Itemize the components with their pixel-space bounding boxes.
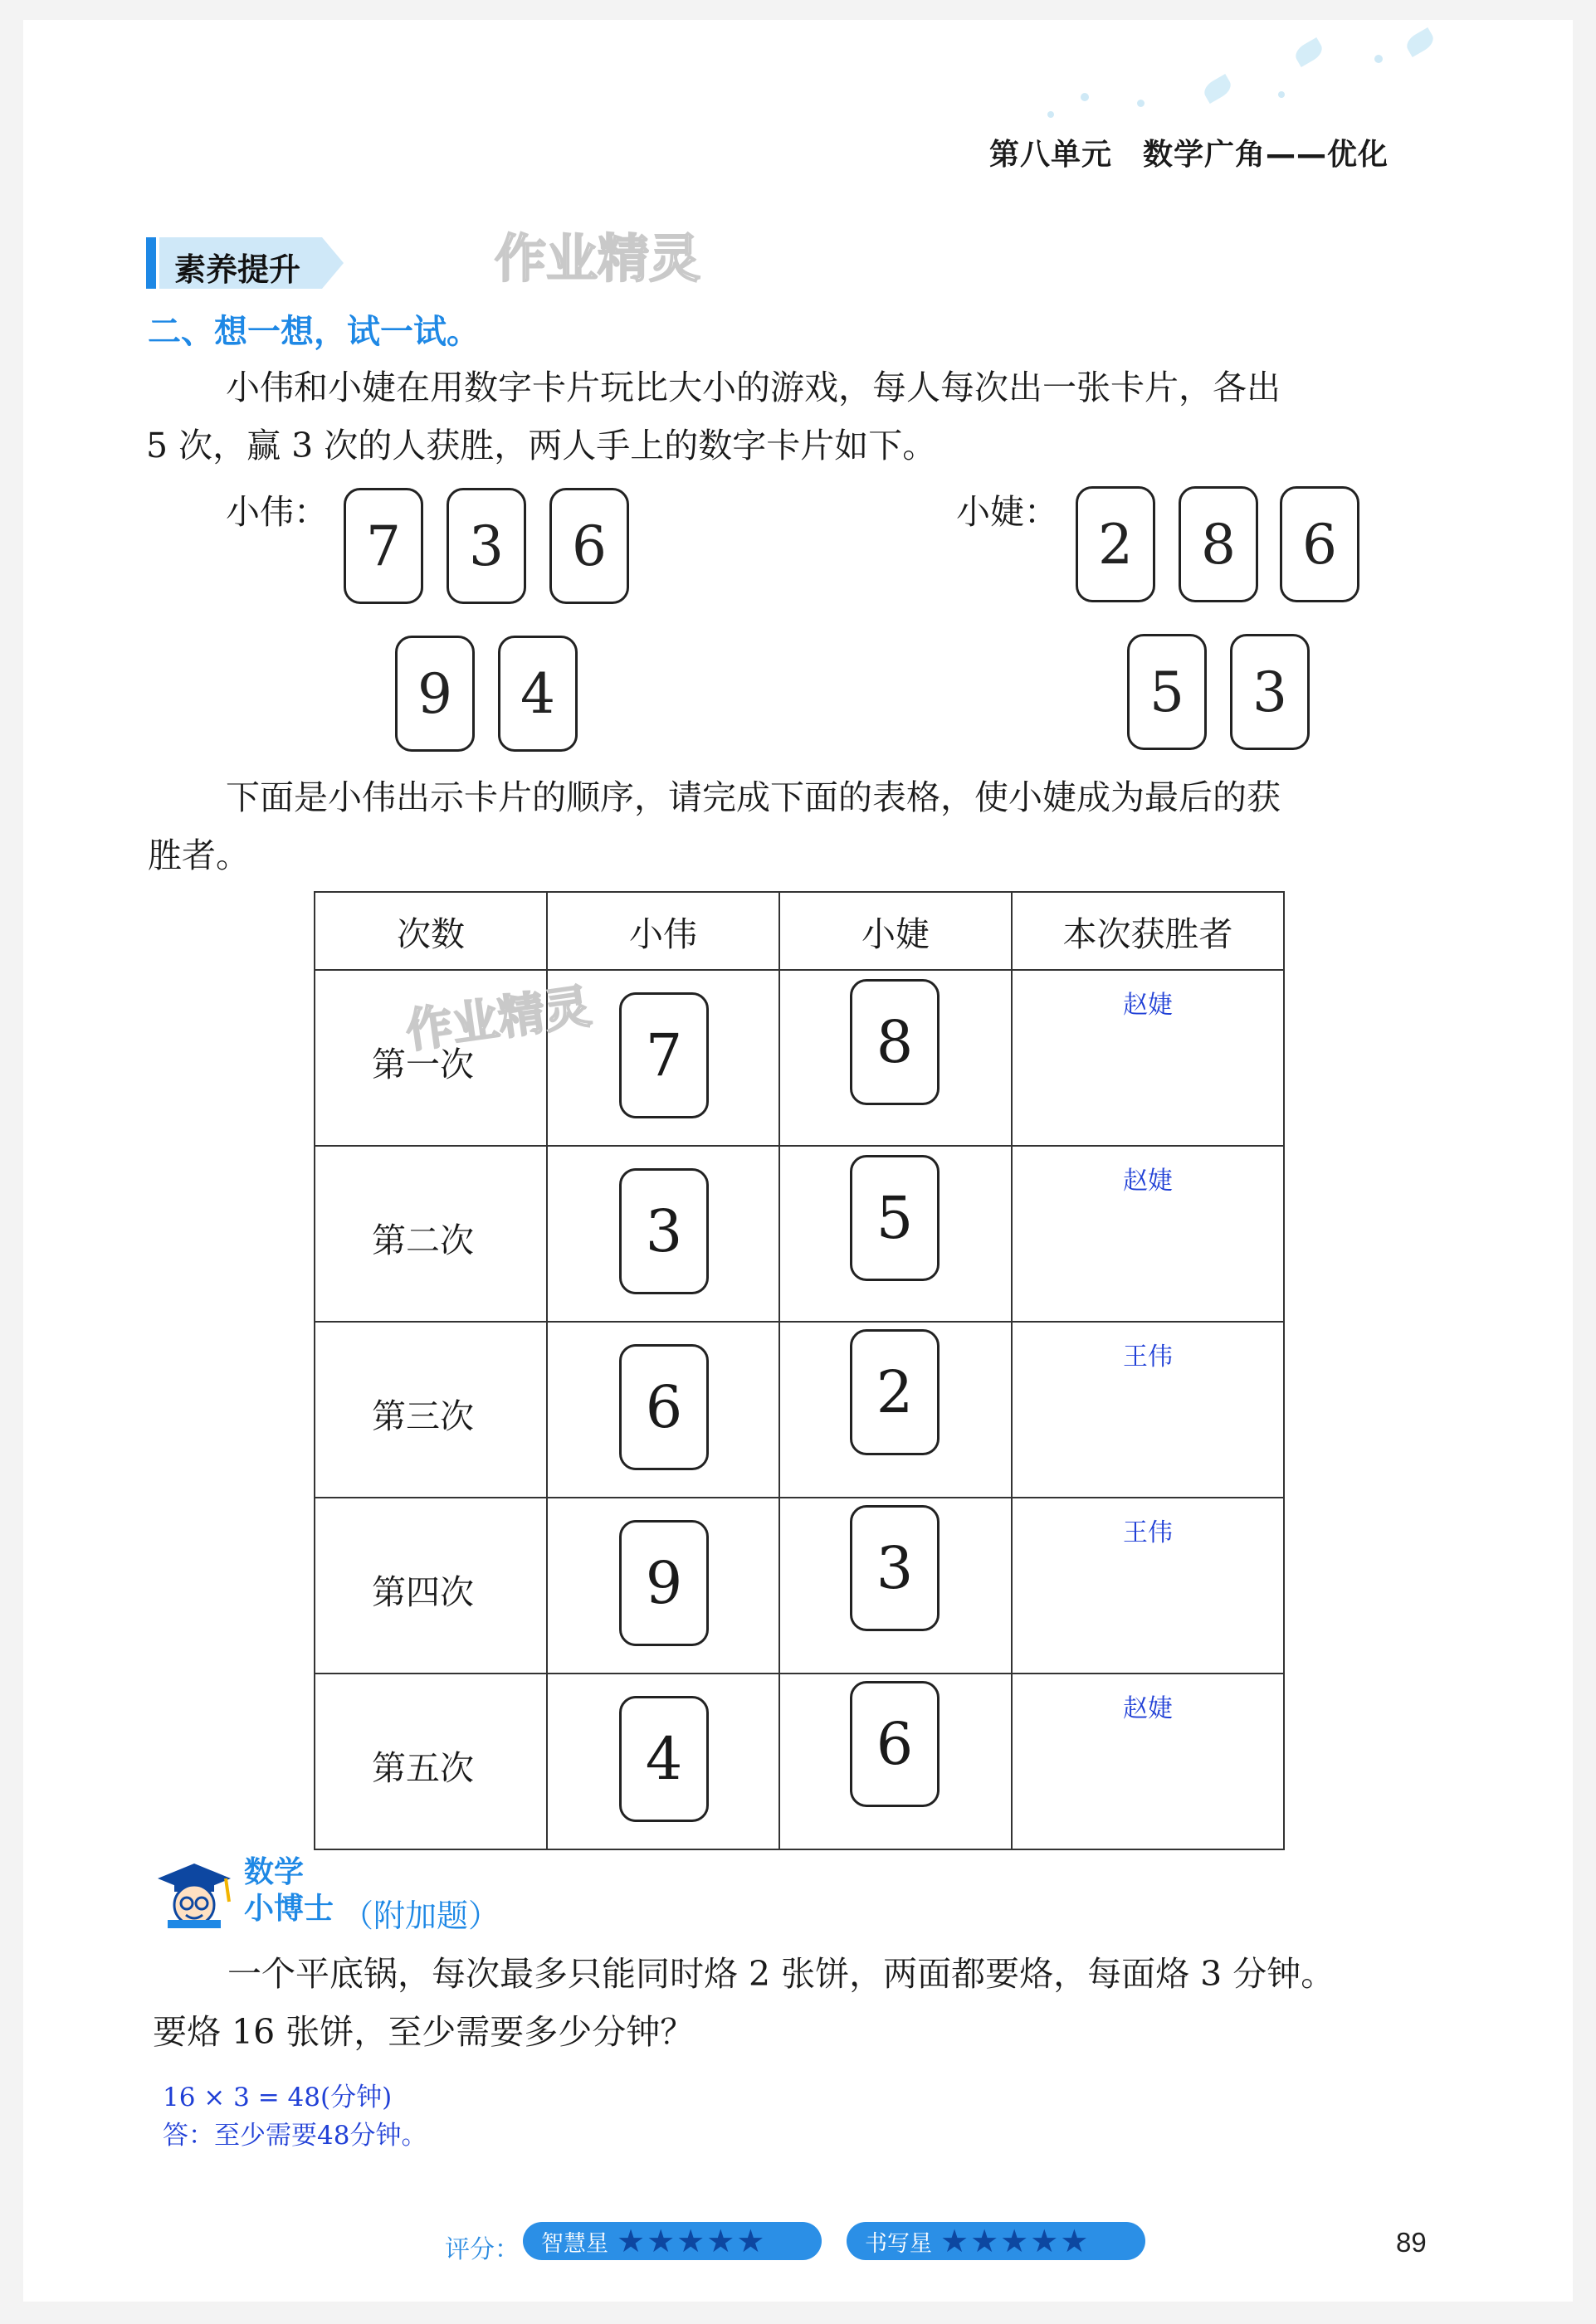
header-xiaowei: 小伟 [547, 892, 779, 970]
header-xiaojie: 小婕 [779, 892, 1012, 970]
unit-title: 第八单元 数学广角——优化 [989, 138, 1389, 172]
bonus-title-line-1: 数学 [244, 1855, 305, 1889]
bonus-problem-line-1: 一个平底锅，每次最多只能同时烙 2 张饼，两面都要烙，每面烙 3 分钟。 [227, 1954, 1335, 1994]
score-label: 评分： [445, 2235, 520, 2264]
xiaowei-card: 4 [498, 636, 578, 752]
instruction-line-2: 胜者。 [148, 836, 250, 875]
badge-label: 智慧星 [541, 2230, 608, 2257]
page-number: 89 [1396, 2227, 1427, 2258]
round-label: 第一次 [372, 1045, 474, 1084]
decor-dot [1047, 111, 1054, 118]
xiaojie-card: 8 [1179, 486, 1258, 602]
xiaojie-played-card: 5 [850, 1155, 940, 1281]
answer-line-1: 16 × 3 = 48(分钟) [163, 2083, 393, 2112]
round-cell [315, 1322, 547, 1498]
table-row [315, 1498, 1284, 1674]
xiaojie-card: 2 [1076, 486, 1155, 602]
decor-dot [1137, 100, 1145, 107]
xiaowei-played-card: 4 [619, 1696, 709, 1822]
round-cell [315, 1498, 547, 1674]
star-icon[interactable]: ★ [1030, 2223, 1059, 2259]
xiaojie-cell [779, 1322, 1012, 1498]
xiaowei-cell [547, 1498, 779, 1674]
xiaojie-card: 6 [1280, 486, 1359, 602]
instruction-line-1: 下面是小伟出示卡片的顺序，请完成下面的表格，使小婕成为最后的获 [226, 777, 1281, 817]
star-icon[interactable]: ★ [970, 2223, 999, 2259]
xiaowei-card: 7 [344, 488, 423, 604]
round-label: 第四次 [372, 1572, 474, 1612]
wisdom-star-rating [523, 2222, 822, 2260]
star-icon[interactable]: ★ [676, 2223, 705, 2259]
xiaojie-card: 5 [1127, 634, 1207, 750]
winner-answer: 赵婕 [1123, 1167, 1173, 1196]
section-tag [146, 237, 349, 289]
decor-dot [1278, 91, 1285, 98]
xiaowei-played-card: 7 [619, 992, 709, 1118]
section-tag-label: 素养提升 [174, 251, 301, 288]
winner-cell [1012, 1146, 1284, 1322]
xiaowei-cell [547, 1322, 779, 1498]
xiaojie-played-card: 6 [850, 1681, 940, 1807]
winner-cell [1012, 1322, 1284, 1498]
question-heading: 二、想一想，试一试。 [148, 313, 480, 351]
star-icon[interactable]: ★ [1000, 2223, 1029, 2259]
xiaojie-card: 3 [1230, 634, 1310, 750]
header-rounds: 次数 [315, 892, 547, 970]
xiaowei-cell [547, 1674, 779, 1849]
bonus-title-line-2: 小博士 [244, 1892, 334, 1926]
doctor-mascot-icon [149, 1862, 239, 1928]
xiaojie-played-card: 2 [850, 1329, 940, 1455]
star-icon[interactable]: ★ [617, 2223, 646, 2259]
badge-label: 书写星 [865, 2230, 932, 2257]
xiaojie-cell [779, 1498, 1012, 1674]
watermark: 作业精灵 [403, 979, 595, 1060]
table-row [315, 1322, 1284, 1498]
tag-arrow [322, 237, 344, 289]
xiaojie-played-card: 3 [850, 1505, 940, 1631]
round-cell [315, 1674, 547, 1849]
winner-answer: 王伟 [1123, 1342, 1173, 1372]
round-label: 第二次 [372, 1220, 474, 1260]
winner-cell [1012, 1498, 1284, 1674]
star-icon[interactable]: ★ [706, 2223, 735, 2259]
xiaojie-cell [779, 1146, 1012, 1322]
xiaowei-played-card: 3 [619, 1168, 709, 1294]
intro-line-2: 5 次，赢 3 次的人获胜，两人手上的数字卡片如下。 [146, 426, 937, 465]
winner-cell [1012, 970, 1284, 1146]
star-icon[interactable]: ★ [736, 2223, 765, 2259]
xiaojie-cell [779, 1674, 1012, 1849]
star-icon[interactable]: ★ [647, 2223, 676, 2259]
intro-line-1: 小伟和小婕在用数字卡片玩比大小的游戏，每人每次出一张卡片，各出 [226, 368, 1281, 407]
winner-cell [1012, 1674, 1284, 1849]
decor-dot [1374, 55, 1383, 63]
winner-answer: 赵婕 [1123, 991, 1173, 1020]
answer-line-2: 答：至少需要48分钟。 [163, 2121, 427, 2151]
round-cell [315, 1146, 547, 1322]
table-header-row [315, 892, 1284, 970]
xiaowei-label: 小伟： [226, 492, 328, 532]
xiaowei-card: 6 [549, 488, 629, 604]
xiaojie-label: 小婕： [956, 492, 1058, 532]
bonus-problem-line-2: 要烙 16 张饼，至少需要多少分钟？ [153, 2012, 695, 2052]
xiaojie-cell [779, 970, 1012, 1146]
xiaowei-card: 3 [447, 488, 526, 604]
xiaowei-cell [547, 1146, 779, 1322]
star-icon[interactable]: ★ [1060, 2223, 1089, 2259]
round-label: 第五次 [372, 1748, 474, 1788]
winner-answer: 赵婕 [1123, 1694, 1173, 1723]
table-row [315, 1674, 1284, 1849]
writing-star-rating [847, 2222, 1145, 2260]
bonus-subtitle: （附加题） [342, 1898, 500, 1934]
xiaowei-played-card: 6 [619, 1344, 709, 1470]
header-winner: 本次获胜者 [1012, 892, 1284, 970]
winner-answer: 王伟 [1123, 1518, 1173, 1547]
xiaojie-played-card: 8 [850, 979, 940, 1105]
xiaowei-played-card: 9 [619, 1520, 709, 1646]
star-icon[interactable]: ★ [940, 2223, 969, 2259]
watermark: 作业精灵 [495, 228, 701, 289]
decor-dot [1081, 93, 1089, 101]
round-label: 第三次 [372, 1396, 474, 1436]
xiaowei-card: 9 [395, 636, 475, 752]
table-row [315, 1146, 1284, 1322]
tag-bar [146, 237, 156, 289]
